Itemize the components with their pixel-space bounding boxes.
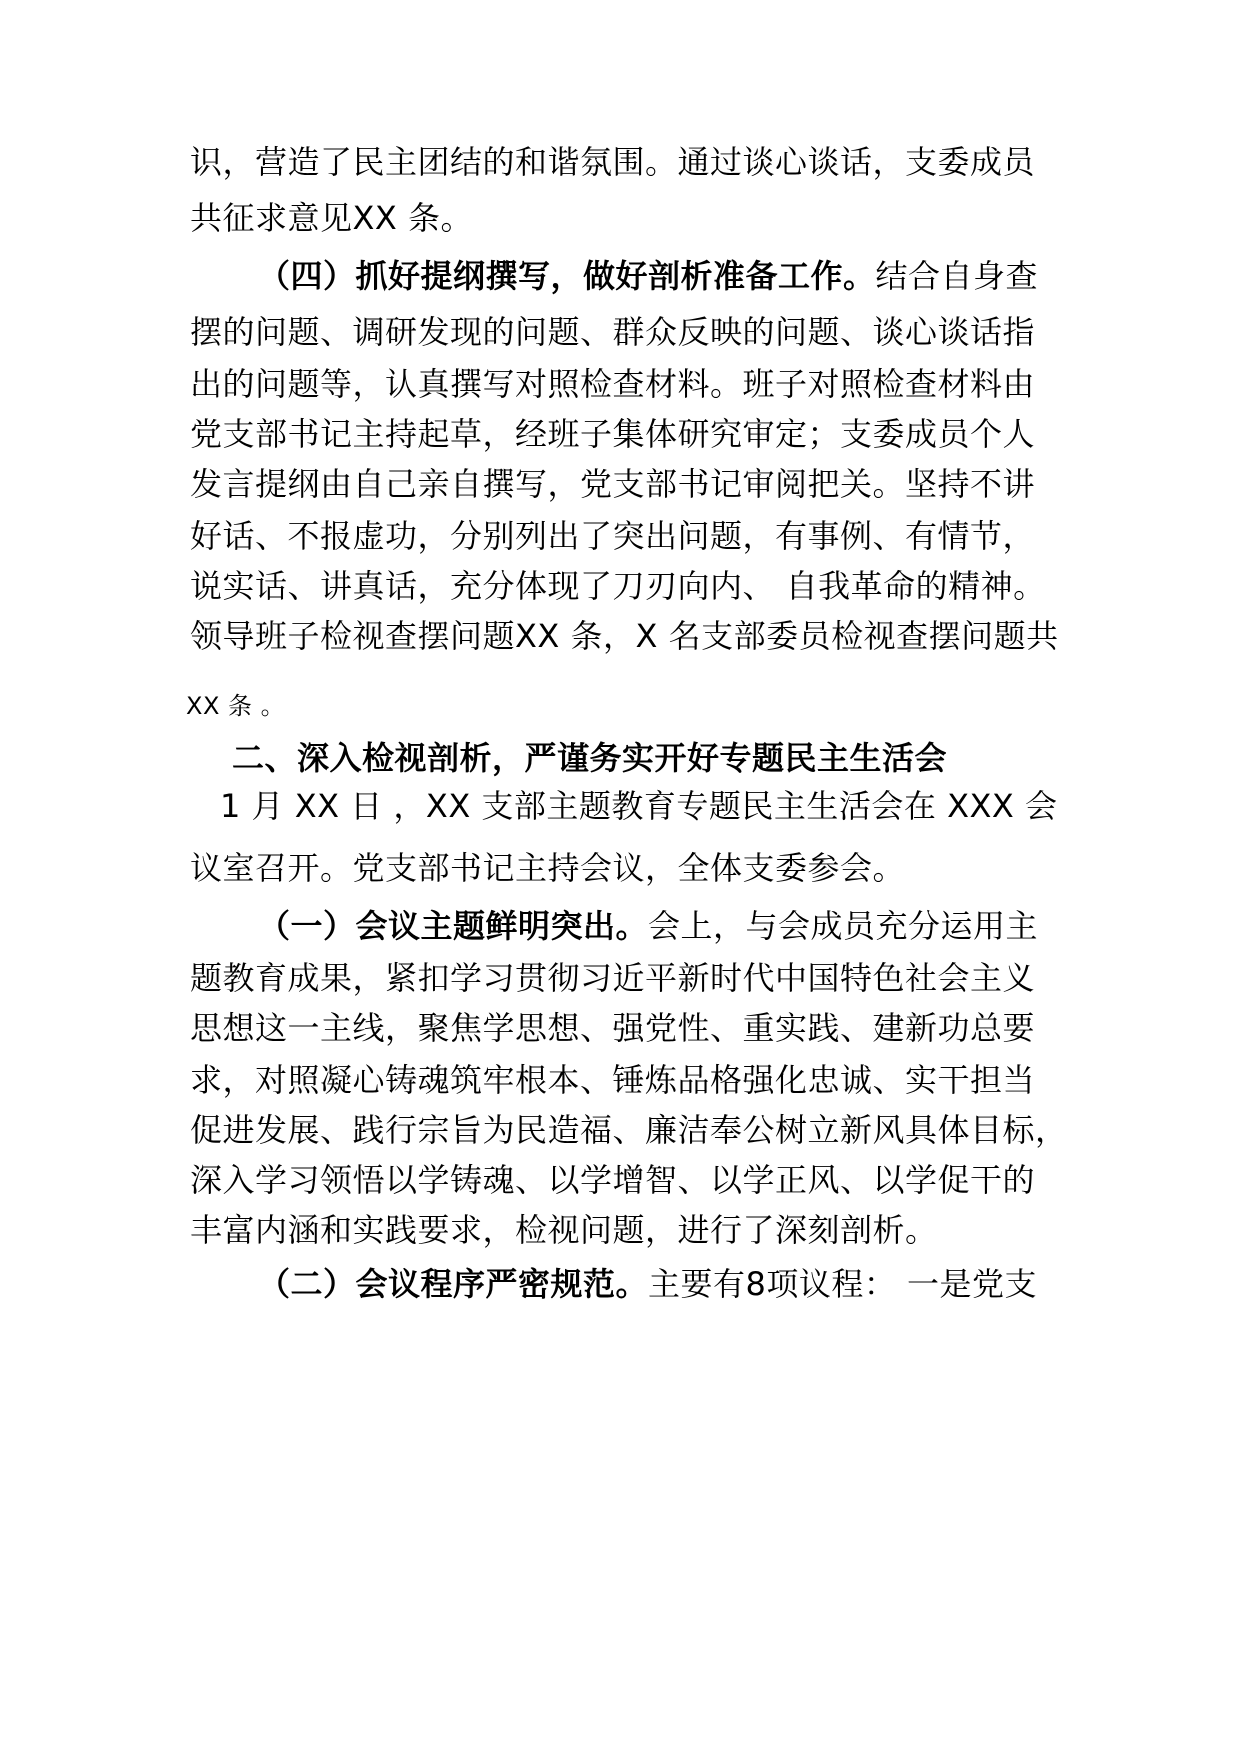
subsection-heading: （四）抓好提纲撰写，做好剖析准备工作。 [258, 257, 876, 295]
subsection-heading: （二）会议程序严密规范。 [258, 1265, 649, 1303]
paragraph-line: 领导班子检视查摆问题XX 条，X 名支部委员检视查摆问题共 [190, 617, 1059, 655]
paragraph-line: XX 条 。 [186, 692, 286, 720]
paragraph-line: 1 月 XX 日 ，XX 支部主题教育专题民主生活会在 XXX 会 [220, 787, 1058, 825]
paragraph-line [258, 906, 1138, 946]
paragraph-line: 党支部书记主持起草，经班子集体研究审定；支委成员个人 [190, 415, 1036, 453]
paragraph-line: 思想这一主线，聚焦学思想、强党性、重实践、建新功总要 [190, 1009, 1036, 1047]
paragraph-line: 共征求意见XX 条。 [190, 199, 474, 237]
paragraph-text: 会上，与会成员充分运用主 [648, 907, 1039, 945]
paragraph-text: 主要有8项议程： 一是党支 [648, 1265, 1038, 1303]
paragraph-line: 出的问题等，认真撰写对照检查材料。班子对照检查材料由 [190, 365, 1036, 403]
paragraph-line: 丰富内涵和实践要求，检视问题，进行了深刻剖析。 [190, 1211, 938, 1249]
paragraph-text: 结合自身查 [875, 257, 1039, 295]
section-title: 二、深入检视剖析，严谨务实开好专题民主生活会 [232, 739, 948, 777]
paragraph-line: 求，对照凝心铸魂筑牢根本、锤炼品格强化忠诚、实干担当 [190, 1061, 1036, 1099]
subsection-heading: （一）会议主题鲜明突出。 [258, 907, 649, 945]
paragraph-line: 发言提纲由自己亲自撰写，党支部书记审阅把关。坚持不讲 [190, 465, 1036, 503]
paragraph-line: 好话、不报虚功，分别列出了突出问题，有事例、有情节， [190, 517, 1036, 555]
paragraph-line: 议室召开。党支部书记主持会议，全体支委参会。 [190, 849, 906, 887]
paragraph-line: 促进发展、践行宗旨为民造福、廉洁奉公树立新风具体目标， [190, 1111, 1068, 1149]
paragraph-line [258, 256, 1138, 296]
paragraph-line: 题教育成果，紧扣学习贯彻习近平新时代中国特色社会主义 [190, 959, 1036, 997]
paragraph-line: 摆的问题、调研发现的问题、群众反映的问题、谈心谈话指 [190, 313, 1036, 351]
paragraph-line: 深入学习领悟以学铸魂、以学增智、以学正风、以学促干的 [190, 1161, 1036, 1199]
paragraph-line: 识，营造了民主团结的和谐氛围。通过谈心谈话，支委成员 [190, 143, 1036, 181]
paragraph-line: 说实话、讲真话，充分体现了刀刃向内、 自我革命的精神。 [190, 567, 1046, 605]
paragraph-line [258, 1264, 1138, 1304]
